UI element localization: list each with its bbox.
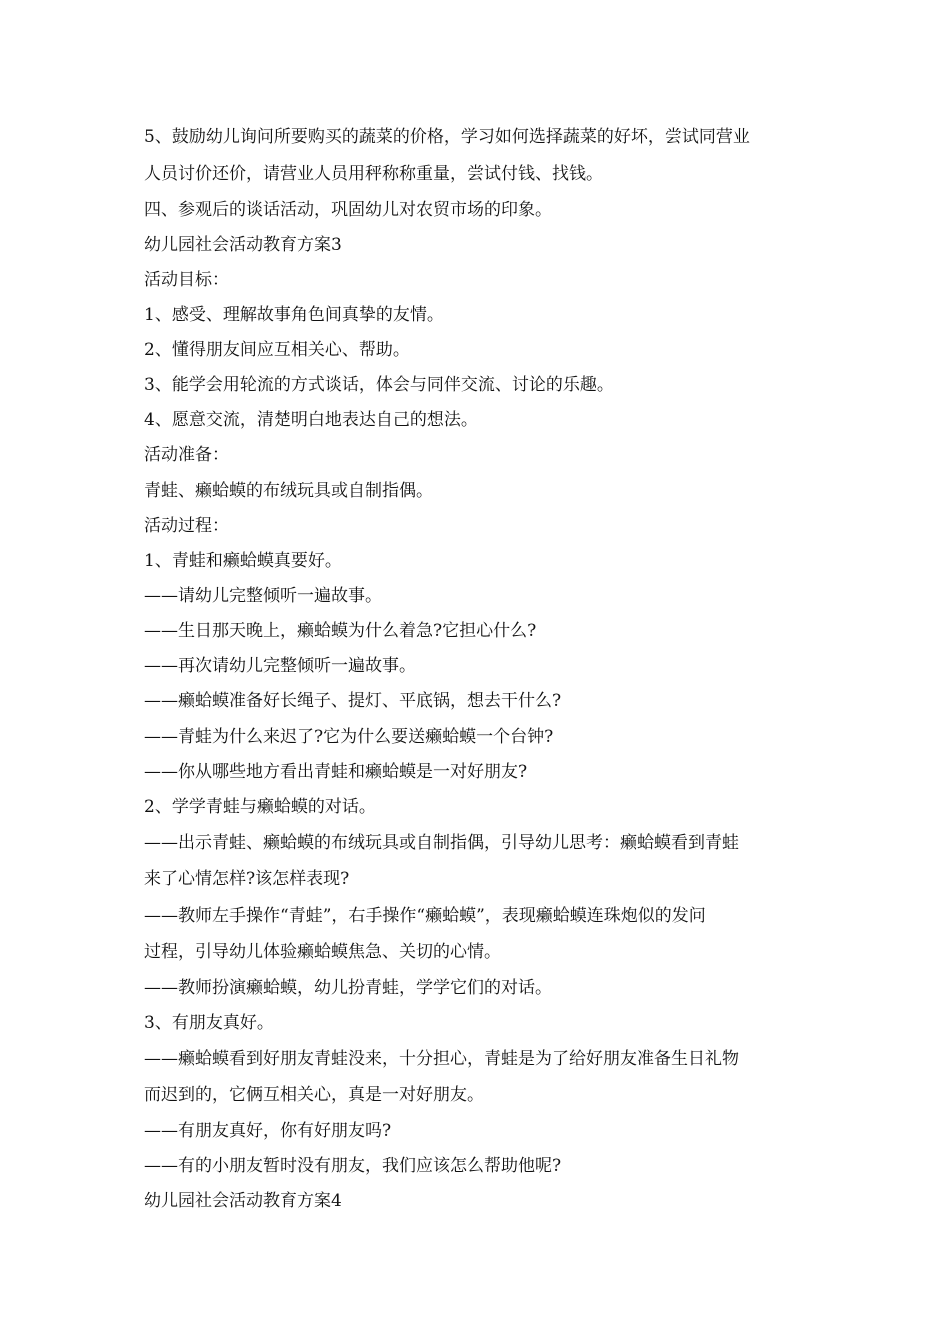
text-line: ——教师扮演癞蛤蟆，幼儿扮青蛙，学学它们的对话。	[144, 978, 552, 998]
text-line: 人员讨价还价，请营业人员用秤称称重量，尝试付钱、找钱。	[144, 164, 603, 184]
text-line: ——有的小朋友暂时没有朋友，我们应该怎么帮助他呢?	[144, 1156, 562, 1176]
text-line: 5、鼓励幼儿询问所要购买的蔬菜的价格，学习如何选择蔬菜的好坏，尝试同营业	[144, 127, 750, 147]
text-line: 而迟到的，它俩互相关心，真是一对好朋友。	[144, 1085, 484, 1105]
text-line: ——生日那天晚上，癞蛤蟆为什么着急?它担心什么?	[144, 621, 537, 641]
text-line: ——再次请幼儿完整倾听一遍故事。	[144, 656, 416, 676]
text-line: 3、有朋友真好。	[144, 1013, 274, 1033]
text-line: ——癞蛤蟆看到好朋友青蛙没来，十分担心，青蛙是为了给好朋友准备生日礼物	[144, 1049, 739, 1069]
text-line: 2、懂得朋友间应互相关心、帮助。	[144, 340, 410, 360]
text-line: 3、能学会用轮流的方式谈话，体会与同伴交流、讨论的乐趣。	[144, 375, 614, 395]
text-line: 2、学学青蛙与癞蛤蟆的对话。	[144, 797, 376, 817]
text-line: 活动准备：	[144, 445, 229, 465]
text-line: 来了心情怎样?该怎样表现?	[144, 869, 350, 889]
text-line: ——请幼儿完整倾听一遍故事。	[144, 586, 382, 606]
text-line: 四、参观后的谈话活动，巩固幼儿对农贸市场的印象。	[144, 200, 552, 220]
text-line: 青蛙、癞蛤蟆的布绒玩具或自制指偶。	[144, 481, 433, 501]
text-line: ——癞蛤蟆准备好长绳子、提灯、平底锅，想去干什么?	[144, 691, 562, 711]
text-line: 1、青蛙和癞蛤蟆真要好。	[144, 551, 342, 571]
text-line: ——有朋友真好，你有好朋友吗?	[144, 1121, 392, 1141]
text-line: 4、愿意交流，清楚明白地表达自己的想法。	[144, 410, 478, 430]
text-line: 活动过程：	[144, 516, 229, 536]
text-line: ——教师左手操作“青蛙”，右手操作“癞蛤蟆”，表现癞蛤蟆连珠炮似的发问	[144, 906, 706, 926]
text-line: ——出示青蛙、癞蛤蟆的布绒玩具或自制指偶，引导幼儿思考：癞蛤蟆看到青蛙	[144, 833, 739, 853]
section-heading: 幼儿园社会活动教育方案4	[144, 1191, 342, 1211]
text-line: ——青蛙为什么来迟了?它为什么要送癞蛤蟆一个台钟?	[144, 727, 554, 747]
text-line: ——你从哪些地方看出青蛙和癞蛤蟆是一对好朋友?	[144, 762, 528, 782]
text-line: 过程，引导幼儿体验癞蛤蟆焦急、关切的心情。	[144, 942, 501, 962]
text-line: 1、感受、理解故事角色间真挚的友情。	[144, 305, 444, 325]
section-heading: 幼儿园社会活动教育方案3	[144, 235, 342, 255]
text-line: 活动目标：	[144, 270, 229, 290]
